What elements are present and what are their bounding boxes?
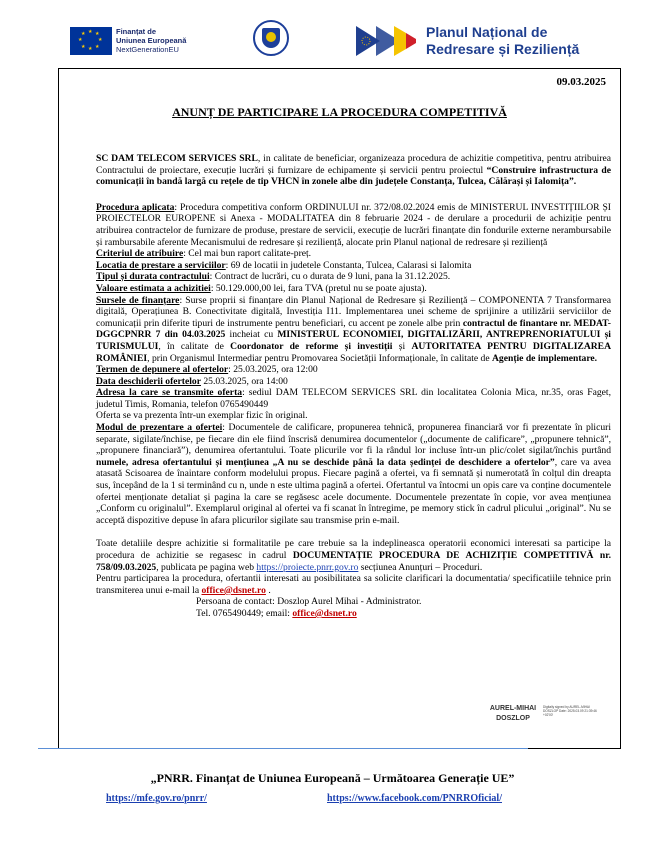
government-crest-icon [253, 20, 289, 56]
intro-text: , in calitate de beneficiar, organizeaza procedura de achizitie competitiva, pentru atribuirea Contractului de proiectare, execuție lucrări și furnizare de echipamente și servicii pentru proiectul [96, 153, 611, 176]
detalii-text-1: Toate detaliile despre achizitie si formalitatile pe care trebuie sa la indeplineasca operatorii economici interesati sa participe la procedura de achizitie se regasesc in cadrul [96, 538, 611, 561]
footer-divider [38, 748, 528, 749]
intro-paragraph [96, 153, 611, 188]
announcement-body [96, 153, 611, 620]
criteriul-row [96, 248, 611, 260]
oferta-line: Oferta se va prezenta într-un exemplar fizic în original. [96, 410, 308, 422]
deschidere-row [96, 376, 611, 388]
contact-person: Persoana de contact: Doszlop Aurel Mihai - Administrator. [196, 596, 422, 608]
valoare-text: : 50.129.000,00 lei, fara TVA (pretul nu se poate ajusta). [210, 282, 427, 294]
detalii-text-2: , publicata pe pagina web [156, 561, 257, 573]
modul-text-2: , care va avea atasată Scisoarea de înaintare conform modelului propus. Fiecare pagină a ofertei, va fi semnată și numerotată în colțul din dreapta sus, începând de la 1 si terminând cu n, unde n este ultima pagină a ofertei. Ofertantul va întocmi un opis care va conține documentele ofertei menționate detaliat și pagina la care se regăsesc acele documente. Documentele prezentate în copie, vor avea mențiunea „Conform cu originalul”. Exemplarul original al ofertei va fi scanat în întregime, pe memory stick în cadrul plicului „original”. Nu se acceptă dispozitive depuse în afara plicurilor sigilate sau transmise prin e-mail. [96, 456, 611, 526]
tipul-label: Tipul și durata contractului [96, 271, 210, 283]
signature-name [487, 704, 539, 724]
participare-text: Pentru participarea la procedura, ofertantii interesati au posibilitatea sa solicite clarificari la documentatia/ specificatiile tehnice prin transmiterea unui e-mail la [96, 573, 611, 596]
surse-coordinator: Coordonator de reforme și investiții [230, 340, 393, 352]
pnrr-line1: Planul Național de [426, 24, 548, 40]
adresa-label: Adresa la care se transmite oferta [96, 387, 243, 399]
procedura-row [96, 202, 611, 248]
office-email-link[interactable]: office@dsnet.ro [201, 584, 266, 596]
pnrr-logo-icon [354, 22, 418, 60]
project-name: “Construire infrastructura de comunicații în bandă largă cu rețele de tip VHCN în zonele albe din județele Constanța, Tulcea, Călărași și Ialomița”. [96, 164, 611, 188]
termen-text: : 25.03.2025, ora 12:00 [228, 364, 318, 376]
modul-row [96, 422, 611, 526]
eu-funding-label [116, 27, 186, 54]
surse-row [96, 295, 611, 365]
adresa-row [96, 387, 611, 410]
termen-label: Termen de depunere al ofertelor [96, 364, 229, 376]
document-date: 09.03.2025 [556, 76, 606, 88]
surse-authority: AUTORITATEA PENTRU DIGITALIZAREA ROMÂNIEI [96, 340, 612, 364]
mfe-link[interactable]: https://mfe.gov.ro/pnrr/ [106, 793, 207, 804]
adresa-text: : sediul DAM TELECOM SERVICES SRL din localitatea Colonia Mica, nr.35, oras Faget, judetul Timis, Romania, telefon 0765490449 [96, 387, 611, 410]
valoare-row [96, 283, 611, 295]
pnrr-line2: Redresare și Reziliență [426, 41, 580, 57]
deschidere-text: 25.03.2025, ora 14:00 [200, 375, 288, 387]
pnrr-title [426, 24, 579, 58]
signature-name-line1: AUREL-MIHAI [489, 705, 537, 712]
surse-text-4: și [392, 340, 412, 352]
eu-line2: Uniunea Europeană [116, 36, 187, 45]
signature-name-line2: DOSZLOP [496, 715, 530, 722]
surse-text-3: , în calitate de [158, 340, 231, 352]
eu-line3: NextGenerationEU [116, 45, 179, 54]
criteriul-text: : Cel mai bun raport calitate-preț. [183, 248, 312, 260]
document-title: ANUNȚ DE PARTICIPARE LA PROCEDURA COMPETITIVĂ [172, 105, 507, 119]
contact-tel: Tel. 0765490449; email: [196, 607, 293, 619]
surse-label: Sursele de finanțare [96, 294, 180, 306]
digital-signature [487, 704, 597, 736]
surse-text-1: : Surse proprii si finanțare din Planul Național de Redresare și Reziliență – COMPONENTA 7 Transformarea digitală, Operațiunea B. Conectivitate digitală, Investiția I11. Implementarea unei scheme de sprijinire a utilizării serviciilor de comunicații prin diferite tipuri de instrumente pentru beneficiari, cu accent pe zonele albe prin [96, 294, 611, 329]
locatia-row [96, 260, 611, 272]
termen-row [96, 364, 611, 376]
surse-ministry: MINISTERUL ECONOMIEI, DIGITALIZĂRII, ANTREPRENORIATULUI și TURISMULUI [96, 329, 611, 352]
tipul-text: : Contract de lucrări, cu o durata de 9 luni, pana la 31.12.2025. [209, 271, 451, 283]
surse-text-2: incheiat cu [225, 329, 278, 341]
participare-paragraph [96, 573, 611, 596]
valoare-label: Valoare estimata a achizitiei [96, 282, 211, 294]
announcement-frame [58, 68, 621, 749]
deschidere-label: Data deschiderii ofertelor [96, 375, 201, 387]
modul-label: Modul de prezentare a ofertei [96, 422, 223, 434]
eu-line1: Finanțat de [116, 27, 157, 36]
modul-text-1: : Documentele de calificare, propunerea tehnică, propunerea financiară vor fi prezentate în plicuri separate, sigilate/închise, pe fiecare din ele fiind înscrisă denumirea documentelor („documente de calificare”, „propunere tehnică”, „propunere financiară”), denumirea ofertantului. Toate plicurile vor fi la rândul lor incluse într-un plic/colet sigilat/închis purtând [96, 422, 612, 457]
surse-agency: Agenție de implementare. [492, 352, 598, 364]
detalii-documentation: DOCUMENTAȚIE PROCEDURA DE ACHIZIȚIE COMPETITIVĂ nr. 758/09.03.2025 [96, 550, 611, 573]
locatia-label: Locatia de prestare a serviciilor [96, 259, 226, 271]
participare-end: . [265, 584, 271, 596]
modul-mention: numele, adresa ofertantului și mențiunea „A nu se deschide până la data ședinței de deschidere a ofertelor” [96, 456, 555, 468]
detalii-text-3: secțiunea Anunțuri – Proceduri. [358, 561, 483, 573]
criteriul-label: Criteriul de atribuire [96, 248, 184, 260]
detalii-paragraph [96, 538, 611, 573]
eu-flag-icon: ★ ★ ★ ★ ★ ★ ★ ★ [70, 27, 112, 55]
header [0, 0, 665, 75]
signature-meta: Digitally signed by AUREL-MIHAI DOSZLOP Date: 2025.03.09 21:39:46 +02'00' [543, 705, 597, 717]
contact-details [96, 608, 611, 620]
surse-text-5: , prin Organismul Intermediar pentru Promovarea Societății Informaționale, în calitate de [147, 352, 492, 364]
tipul-row [96, 271, 611, 283]
procedura-label: Procedura aplicata [96, 201, 175, 213]
company-name: SC DAM TELECOM SERVICES SRL [96, 153, 258, 164]
procedura-text: : Procedura competitiva conform ORDINULUI nr. 372/08.02.2024 emis de MINISTERUL INVESTIȚIILOR ȘI PROIECTELOR EUROPENE si Anexa - MODALITATEA din 8 februarie 2024 - de derulare a procedurii de achiziție pentru atribuirea contractelor de furnizare de produse, prestare de servicii, execuție de lucrări finanțate din fondurile externe nerambursabile și rambursabile aferente Mecanismului de redresare și reziliență, alocate prin Planul național de redresare și reziliență [96, 201, 611, 248]
locatia-text: : 69 de locatii in judetele Constanta, Tulcea, Calarasi si Ialomita [225, 259, 472, 271]
surse-contract: contractul de finantare nr. MEDAT-DGGCPNRR 7 din 04.03.2025 [96, 317, 611, 341]
facebook-link[interactable]: https://www.facebook.com/PNRROficial/ [327, 793, 502, 804]
contact-email-link[interactable]: office@dsnet.ro [292, 607, 357, 619]
footer-title: „PNRR. Finanțat de Uniunea Europeană – Următoarea Generație UE” [150, 771, 515, 785]
proiecte-link[interactable]: https://proiecte.pnrr.gov.ro [256, 561, 359, 573]
